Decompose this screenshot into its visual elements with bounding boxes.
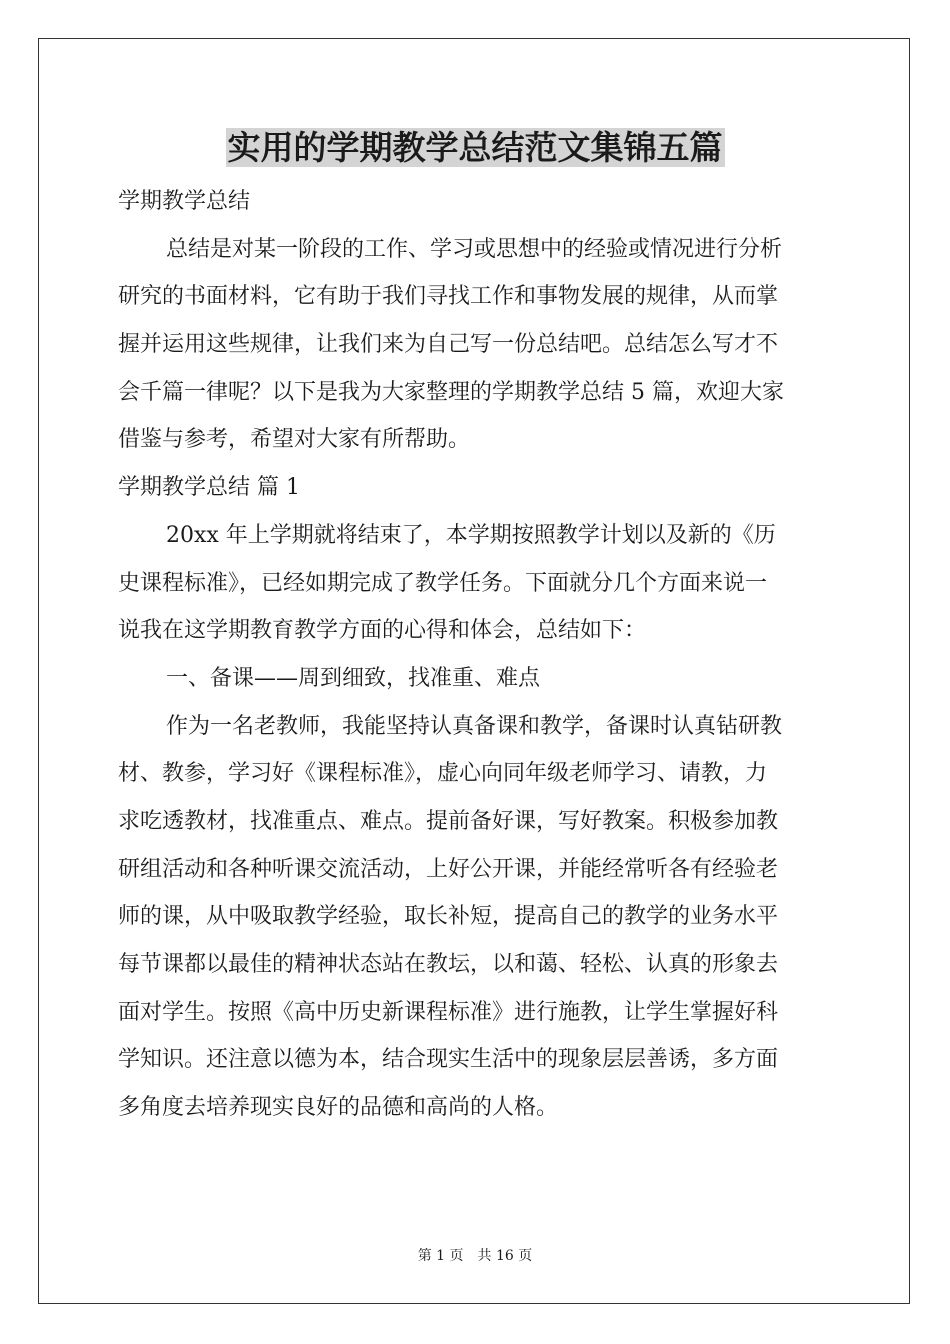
paragraph-line: 说我在这学期教育教学方面的心得和体会，总结如下： xyxy=(118,618,647,644)
paragraph-line: 面对学生。按照《高中历史新课程标准》进行施教，让学生掌握好科 xyxy=(118,999,779,1025)
paragraph-line: 求吃透教材，找准重点、难点。提前备好课，写好教案。积极参加教 xyxy=(118,808,779,834)
paragraph-line: 材、教参，学习好《课程标准》，虚心向同年级老师学习、请教，力 xyxy=(118,761,768,787)
paragraph-line: 研究的书面材料，它有助于我们寻找工作和事物发展的规律，从而掌 xyxy=(118,284,779,310)
page-footer xyxy=(0,1246,950,1266)
page-total: 共 16 页 xyxy=(477,1248,533,1264)
paragraph-line: 每节课都以最佳的精神状态站在教坛，以和蔼、轻松、认真的形象去 xyxy=(118,952,779,977)
paragraph-line: 借鉴与参考，希望对大家有所帮助。 xyxy=(118,427,471,453)
paragraph-line: 握并运用这些规律，让我们来为自己写一份总结吧。总结怎么写才不 xyxy=(118,332,779,358)
paragraph-line: 研组活动和各种听课交流活动，上好公开课，并能经常听各有经验老 xyxy=(118,856,779,882)
paragraph-line: 多角度去培养现实良好的品德和高尚的人格。 xyxy=(118,1095,559,1121)
paragraph-line: 史课程标准》，已经如期完成了教学任务。下面就分几个方面来说一 xyxy=(118,570,768,596)
section-heading: 学期教学总结 xyxy=(118,189,251,214)
document-body xyxy=(118,178,834,1132)
document-title xyxy=(0,124,950,172)
section-heading: 学期教学总结 篇 1 xyxy=(118,475,300,501)
page-number: 第 1 页 xyxy=(417,1248,464,1264)
subsection-heading: 一、备课——周到细致，找准重、难点 xyxy=(166,665,541,691)
document-title-text: 实用的学期教学总结范文集锦五篇 xyxy=(227,128,723,167)
paragraph-line: 20xx 年上学期就将结束了，本学期按照教学计划以及新的《历 xyxy=(166,522,776,548)
paragraph-line: 师的课，从中吸取教学经验，取长补短，提高自己的教学的业务水平 xyxy=(118,904,779,930)
paragraph-line: 会千篇一律呢？以下是我为大家整理的学期教学总结 5 篇，欢迎大家 xyxy=(118,379,784,405)
paragraph-line: 作为一名老教师，我能坚持认真备课和教学，备课时认真钻研教 xyxy=(166,713,783,739)
paragraph-line: 学知识。还注意以德为本，结合现实生活中的现象层层善诱，多方面 xyxy=(118,1047,779,1073)
paragraph-line: 总结是对某一阶段的工作、学习或思想中的经验或情况进行分析 xyxy=(166,236,783,262)
